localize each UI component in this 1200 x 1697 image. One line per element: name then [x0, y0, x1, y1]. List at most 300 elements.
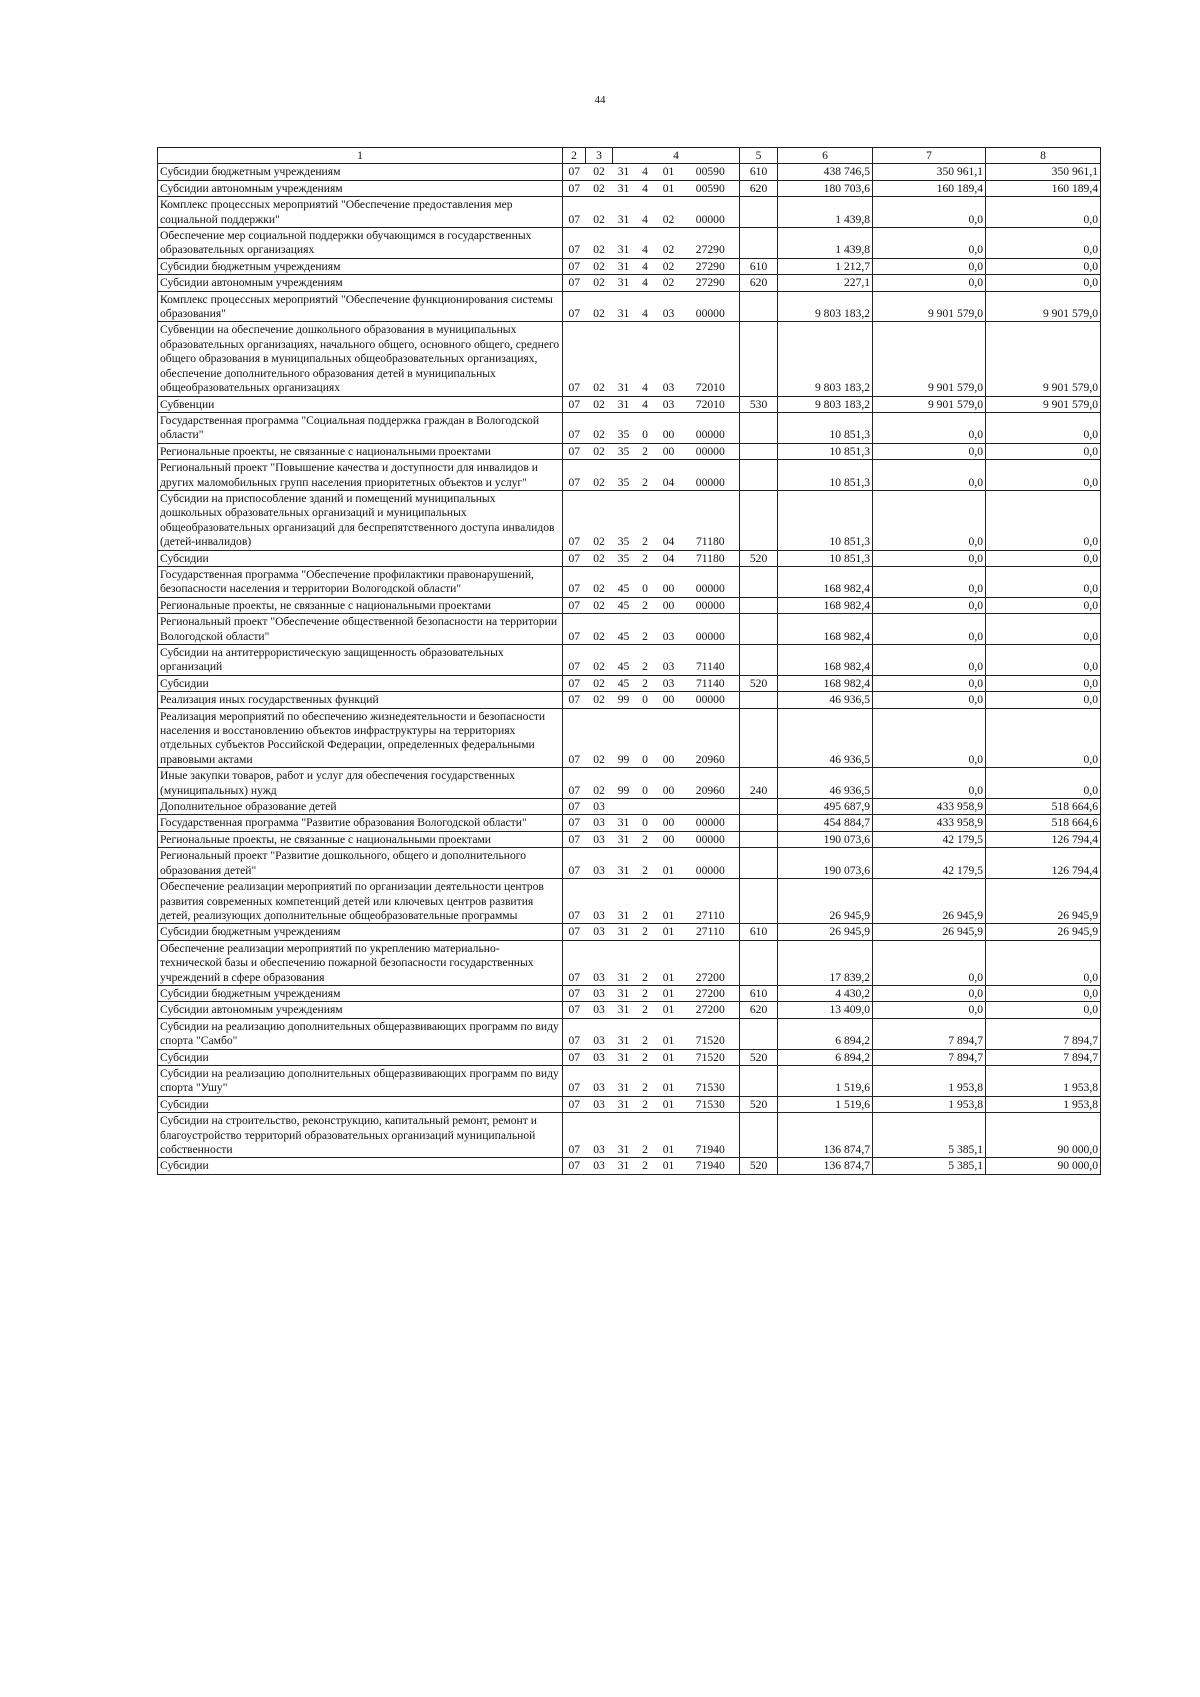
amount-col-7: 0,0	[873, 412, 986, 443]
code-type: 4	[635, 396, 656, 412]
amount-col-7: 5 385,1	[873, 1158, 986, 1174]
row-name: Субвенции на обеспечение дошкольного образования в муниципальных образовательных организациях, начального общего, основного общего, среднего общего образования в муниципальных общеобразовательных организациях, обеспечение дополнительного образования детей в муниципальных общеобразовательных организациях	[158, 322, 563, 396]
code-section: 07	[563, 815, 586, 831]
code-section: 07	[563, 831, 586, 847]
code-subsection: 02	[586, 692, 613, 708]
code-program: 31	[613, 258, 635, 274]
amount-col-8: 0,0	[986, 460, 1101, 491]
amount-col-7: 0,0	[873, 566, 986, 597]
amount-col-8: 0,0	[986, 597, 1101, 613]
code-section: 07	[563, 940, 586, 985]
amount-col-7: 0,0	[873, 675, 986, 691]
code-subprogram: 00	[656, 815, 682, 831]
code-subprogram: 00	[656, 443, 682, 459]
code-expense-type	[740, 1065, 778, 1096]
code-subprogram: 01	[656, 1158, 682, 1174]
code-subprogram: 01	[656, 164, 682, 180]
amount-col-6: 168 982,4	[778, 645, 873, 676]
table-row	[158, 692, 1101, 708]
code-section: 07	[563, 708, 586, 768]
code-subsection: 02	[586, 645, 613, 676]
code-type: 2	[635, 1096, 656, 1112]
amount-col-6: 6 894,2	[778, 1049, 873, 1065]
amount-col-7: 433 958,9	[873, 815, 986, 831]
amount-col-6: 6 894,2	[778, 1018, 873, 1049]
amount-col-8: 518 664,6	[986, 799, 1101, 815]
row-name: Региональный проект "Развитие дошкольного, общего и дополнительного образования детей"	[158, 848, 563, 879]
code-section: 07	[563, 490, 586, 550]
amount-col-7: 350 961,1	[873, 164, 986, 180]
budget-table	[157, 147, 1101, 1175]
table-row	[158, 275, 1101, 291]
row-name: Региональные проекты, не связанные с национальными проектами	[158, 443, 563, 459]
amount-col-6: 136 874,7	[778, 1113, 873, 1158]
code-expense-type	[740, 566, 778, 597]
row-name: Субсидии	[158, 550, 563, 566]
code-direction: 27290	[682, 258, 740, 274]
row-name: Субвенции	[158, 396, 563, 412]
code-type: 2	[635, 940, 656, 985]
code-program: 35	[613, 490, 635, 550]
amount-col-6: 13 409,0	[778, 1002, 873, 1018]
table-row	[158, 675, 1101, 691]
amount-col-7: 0,0	[873, 645, 986, 676]
code-program: 31	[613, 164, 635, 180]
code-expense-type: 520	[740, 1049, 778, 1065]
code-type: 4	[635, 322, 656, 396]
header-col-7: 7	[873, 148, 986, 164]
code-direction: 71940	[682, 1158, 740, 1174]
amount-col-6: 10 851,3	[778, 460, 873, 491]
code-subsection: 03	[586, 879, 613, 924]
code-subsection: 02	[586, 275, 613, 291]
table-row	[158, 614, 1101, 645]
code-direction: 71140	[682, 645, 740, 676]
code-expense-type	[740, 412, 778, 443]
table-row	[158, 258, 1101, 274]
code-subsection: 02	[586, 675, 613, 691]
code-subprogram: 03	[656, 675, 682, 691]
code-type: 0	[635, 412, 656, 443]
code-program: 45	[613, 597, 635, 613]
code-subsection: 03	[586, 1158, 613, 1174]
code-subsection: 02	[586, 550, 613, 566]
code-section: 07	[563, 228, 586, 259]
code-program: 35	[613, 412, 635, 443]
code-section: 07	[563, 924, 586, 940]
code-type: 0	[635, 815, 656, 831]
amount-col-8: 7 894,7	[986, 1049, 1101, 1065]
code-subprogram: 02	[656, 228, 682, 259]
amount-col-8: 0,0	[986, 412, 1101, 443]
code-direction: 71180	[682, 550, 740, 566]
code-type: 2	[635, 675, 656, 691]
code-expense-type: 610	[740, 985, 778, 1001]
amount-col-7: 0,0	[873, 460, 986, 491]
code-direction: 00000	[682, 412, 740, 443]
code-subsection: 03	[586, 1018, 613, 1049]
code-subprogram: 04	[656, 460, 682, 491]
code-direction: 00000	[682, 566, 740, 597]
table-row	[158, 924, 1101, 940]
code-subprogram: 01	[656, 1018, 682, 1049]
code-program: 31	[613, 396, 635, 412]
code-subsection: 02	[586, 708, 613, 768]
amount-col-6: 1 519,6	[778, 1096, 873, 1112]
code-program: 99	[613, 692, 635, 708]
amount-col-8: 0,0	[986, 692, 1101, 708]
header-col-6: 6	[778, 148, 873, 164]
amount-col-7: 26 945,9	[873, 924, 986, 940]
code-subprogram: 00	[656, 692, 682, 708]
code-subsection: 03	[586, 940, 613, 985]
amount-col-8: 0,0	[986, 708, 1101, 768]
amount-col-8: 0,0	[986, 550, 1101, 566]
row-name: Субсидии на антитеррористическую защищенность образовательных организаций	[158, 645, 563, 676]
amount-col-6: 438 746,5	[778, 164, 873, 180]
row-name: Субсидии на реализацию дополнительных общеразвивающих программ по виду спорта "Ушу"	[158, 1065, 563, 1096]
code-program: 31	[613, 1002, 635, 1018]
amount-col-7: 0,0	[873, 258, 986, 274]
code-expense-type: 620	[740, 275, 778, 291]
code-expense-type	[740, 614, 778, 645]
table-row	[158, 228, 1101, 259]
code-program: 31	[613, 985, 635, 1001]
code-direction: 00000	[682, 597, 740, 613]
code-direction: 72010	[682, 396, 740, 412]
row-name: Субсидии	[158, 1049, 563, 1065]
table-row	[158, 597, 1101, 613]
code-program: 99	[613, 708, 635, 768]
code-direction: 00000	[682, 815, 740, 831]
code-section: 07	[563, 1113, 586, 1158]
table-row	[158, 1113, 1101, 1158]
code-section: 07	[563, 614, 586, 645]
code-subsection: 02	[586, 180, 613, 196]
row-name: Субсидии на реализацию дополнительных общеразвивающих программ по виду спорта "Самбо"	[158, 1018, 563, 1049]
header-col-8: 8	[986, 148, 1101, 164]
code-type	[635, 799, 656, 815]
amount-col-7: 0,0	[873, 443, 986, 459]
page-number: 44	[594, 94, 606, 106]
table-row	[158, 460, 1101, 491]
code-direction: 00000	[682, 831, 740, 847]
code-subsection: 03	[586, 799, 613, 815]
code-expense-type: 620	[740, 1002, 778, 1018]
code-subsection: 03	[586, 1096, 613, 1112]
code-section: 07	[563, 164, 586, 180]
code-direction: 72010	[682, 322, 740, 396]
code-subsection: 03	[586, 831, 613, 847]
code-expense-type	[740, 1113, 778, 1158]
code-section: 07	[563, 443, 586, 459]
code-subsection: 02	[586, 258, 613, 274]
amount-col-8: 0,0	[986, 768, 1101, 799]
code-type: 2	[635, 460, 656, 491]
amount-col-8: 518 664,6	[986, 815, 1101, 831]
amount-col-7: 9 901 579,0	[873, 322, 986, 396]
code-expense-type	[740, 291, 778, 322]
table-row	[158, 1158, 1101, 1174]
code-subsection: 02	[586, 164, 613, 180]
code-type: 4	[635, 164, 656, 180]
code-subsection: 02	[586, 614, 613, 645]
code-type: 0	[635, 708, 656, 768]
code-type: 2	[635, 490, 656, 550]
code-section: 07	[563, 180, 586, 196]
table-row	[158, 291, 1101, 322]
table-row	[158, 708, 1101, 768]
code-type: 2	[635, 1065, 656, 1096]
amount-col-8: 0,0	[986, 275, 1101, 291]
code-subprogram: 03	[656, 396, 682, 412]
amount-col-7: 0,0	[873, 490, 986, 550]
header-col-3: 3	[586, 148, 613, 164]
code-subprogram	[656, 799, 682, 815]
amount-col-7: 1 953,8	[873, 1096, 986, 1112]
amount-col-6: 1 439,8	[778, 228, 873, 259]
code-subprogram: 01	[656, 985, 682, 1001]
code-expense-type	[740, 940, 778, 985]
code-program: 31	[613, 831, 635, 847]
table-row	[158, 443, 1101, 459]
amount-col-8: 90 000,0	[986, 1158, 1101, 1174]
amount-col-7: 0,0	[873, 550, 986, 566]
amount-col-6: 180 703,6	[778, 180, 873, 196]
code-subprogram: 00	[656, 412, 682, 443]
code-subsection: 02	[586, 228, 613, 259]
row-name: Региональный проект "Обеспечение общественной безопасности на территории Вологодской области"	[158, 614, 563, 645]
amount-col-6: 454 884,7	[778, 815, 873, 831]
row-name: Субсидии автономным учреждениям	[158, 275, 563, 291]
table-row	[158, 768, 1101, 799]
row-name: Субсидии на строительство, реконструкцию, капитальный ремонт, ремонт и благоустройство территорий образовательных организаций муниципальной собственности	[158, 1113, 563, 1158]
amount-col-7: 42 179,5	[873, 848, 986, 879]
code-type: 4	[635, 180, 656, 196]
code-direction: 71520	[682, 1049, 740, 1065]
code-type: 2	[635, 924, 656, 940]
header-col-2: 2	[563, 148, 586, 164]
code-direction: 71140	[682, 675, 740, 691]
amount-col-6: 1 519,6	[778, 1065, 873, 1096]
code-expense-type: 530	[740, 396, 778, 412]
code-expense-type: 610	[740, 924, 778, 940]
amount-col-8: 26 945,9	[986, 879, 1101, 924]
code-section: 07	[563, 412, 586, 443]
table-row	[158, 985, 1101, 1001]
amount-col-6: 46 936,5	[778, 692, 873, 708]
amount-col-7: 0,0	[873, 708, 986, 768]
code-direction: 00000	[682, 848, 740, 879]
code-expense-type	[740, 831, 778, 847]
amount-col-6: 168 982,4	[778, 566, 873, 597]
code-direction: 20960	[682, 768, 740, 799]
row-name: Региональные проекты, не связанные с национальными проектами	[158, 597, 563, 613]
amount-col-6: 168 982,4	[778, 597, 873, 613]
code-type: 2	[635, 1113, 656, 1158]
code-subprogram: 01	[656, 848, 682, 879]
code-section: 07	[563, 396, 586, 412]
amount-col-7: 0,0	[873, 768, 986, 799]
code-expense-type	[740, 848, 778, 879]
table-row	[158, 815, 1101, 831]
table-row	[158, 550, 1101, 566]
amount-col-7: 0,0	[873, 940, 986, 985]
code-program: 45	[613, 614, 635, 645]
code-program: 31	[613, 1018, 635, 1049]
table-row	[158, 799, 1101, 815]
code-subsection: 03	[586, 924, 613, 940]
code-direction: 00000	[682, 197, 740, 228]
amount-col-7: 0,0	[873, 275, 986, 291]
table-body	[158, 164, 1101, 1174]
code-subsection: 03	[586, 1113, 613, 1158]
code-subprogram: 01	[656, 180, 682, 196]
code-section: 07	[563, 1065, 586, 1096]
code-direction: 27200	[682, 985, 740, 1001]
code-program: 31	[613, 322, 635, 396]
amount-col-6: 26 945,9	[778, 924, 873, 940]
code-expense-type	[740, 879, 778, 924]
code-section: 07	[563, 879, 586, 924]
amount-col-8: 0,0	[986, 985, 1101, 1001]
code-section: 07	[563, 275, 586, 291]
table-row	[158, 197, 1101, 228]
code-direction	[682, 799, 740, 815]
code-subprogram: 02	[656, 197, 682, 228]
amount-col-6: 26 945,9	[778, 879, 873, 924]
code-direction: 27290	[682, 228, 740, 259]
amount-col-7: 5 385,1	[873, 1113, 986, 1158]
code-type: 0	[635, 566, 656, 597]
code-type: 2	[635, 879, 656, 924]
code-expense-type: 520	[740, 1158, 778, 1174]
amount-col-7: 26 945,9	[873, 879, 986, 924]
code-type: 2	[635, 614, 656, 645]
code-subsection: 02	[586, 412, 613, 443]
amount-col-8: 126 794,4	[986, 848, 1101, 879]
code-subprogram: 00	[656, 768, 682, 799]
code-direction: 71180	[682, 490, 740, 550]
code-subsection: 02	[586, 443, 613, 459]
row-name: Субсидии автономным учреждениям	[158, 180, 563, 196]
amount-col-6: 190 073,6	[778, 848, 873, 879]
code-program	[613, 799, 635, 815]
row-name: Реализация иных государственных функций	[158, 692, 563, 708]
code-section: 07	[563, 597, 586, 613]
code-direction: 71940	[682, 1113, 740, 1158]
amount-col-7: 7 894,7	[873, 1018, 986, 1049]
code-section: 07	[563, 645, 586, 676]
code-section: 07	[563, 1018, 586, 1049]
code-subsection: 03	[586, 1002, 613, 1018]
code-expense-type	[740, 228, 778, 259]
code-program: 31	[613, 197, 635, 228]
code-expense-type	[740, 708, 778, 768]
code-subsection: 03	[586, 848, 613, 879]
row-name: Обеспечение реализации мероприятий по укреплению материально-технической базы и обеспечению пожарной безопасности государственных учреждений в сфере образования	[158, 940, 563, 985]
row-name: Комплекс процессных мероприятий "Обеспечение функционирования системы образования"	[158, 291, 563, 322]
code-section: 07	[563, 550, 586, 566]
code-expense-type	[740, 197, 778, 228]
amount-col-6: 190 073,6	[778, 831, 873, 847]
code-expense-type: 620	[740, 180, 778, 196]
amount-col-7: 0,0	[873, 1002, 986, 1018]
code-subprogram: 01	[656, 940, 682, 985]
table-row	[158, 831, 1101, 847]
amount-col-8: 1 953,8	[986, 1065, 1101, 1096]
amount-col-8: 0,0	[986, 258, 1101, 274]
code-program: 31	[613, 1158, 635, 1174]
code-direction: 27290	[682, 275, 740, 291]
table-row	[158, 1049, 1101, 1065]
amount-col-6: 495 687,9	[778, 799, 873, 815]
amount-col-8: 0,0	[986, 614, 1101, 645]
code-expense-type	[740, 490, 778, 550]
code-subprogram: 00	[656, 566, 682, 597]
code-program: 31	[613, 1049, 635, 1065]
amount-col-8: 0,0	[986, 645, 1101, 676]
amount-col-7: 160 189,4	[873, 180, 986, 196]
code-subsection: 02	[586, 768, 613, 799]
code-expense-type	[740, 322, 778, 396]
code-section: 07	[563, 1096, 586, 1112]
code-subprogram: 01	[656, 879, 682, 924]
amount-col-6: 1 439,8	[778, 197, 873, 228]
code-subsection: 02	[586, 566, 613, 597]
amount-col-7: 0,0	[873, 597, 986, 613]
code-section: 07	[563, 1158, 586, 1174]
row-name: Региональные проекты, не связанные с национальными проектами	[158, 831, 563, 847]
code-section: 07	[563, 768, 586, 799]
code-expense-type	[740, 443, 778, 459]
code-expense-type	[740, 692, 778, 708]
code-section: 07	[563, 1049, 586, 1065]
amount-col-8: 0,0	[986, 197, 1101, 228]
code-program: 31	[613, 879, 635, 924]
code-subsection: 02	[586, 597, 613, 613]
code-section: 07	[563, 291, 586, 322]
amount-col-6: 17 839,2	[778, 940, 873, 985]
code-program: 31	[613, 1096, 635, 1112]
code-subsection: 03	[586, 1065, 613, 1096]
code-subprogram: 01	[656, 1002, 682, 1018]
code-subsection: 02	[586, 490, 613, 550]
code-section: 07	[563, 799, 586, 815]
code-expense-type: 610	[740, 258, 778, 274]
code-program: 35	[613, 460, 635, 491]
table-row	[158, 180, 1101, 196]
code-direction: 00000	[682, 443, 740, 459]
row-name: Дополнительное образование детей	[158, 799, 563, 815]
code-program: 31	[613, 180, 635, 196]
code-subsection: 03	[586, 985, 613, 1001]
code-section: 07	[563, 197, 586, 228]
code-subprogram: 00	[656, 708, 682, 768]
code-program: 31	[613, 291, 635, 322]
code-expense-type: 240	[740, 768, 778, 799]
amount-col-7: 7 894,7	[873, 1049, 986, 1065]
code-direction: 27200	[682, 940, 740, 985]
code-section: 07	[563, 322, 586, 396]
code-type: 2	[635, 848, 656, 879]
table-row	[158, 164, 1101, 180]
amount-col-8: 26 945,9	[986, 924, 1101, 940]
row-name: Комплекс процессных мероприятий "Обеспечение предоставления мер социальной поддержки"	[158, 197, 563, 228]
code-subprogram: 01	[656, 1113, 682, 1158]
code-expense-type	[740, 1018, 778, 1049]
amount-col-7: 0,0	[873, 228, 986, 259]
